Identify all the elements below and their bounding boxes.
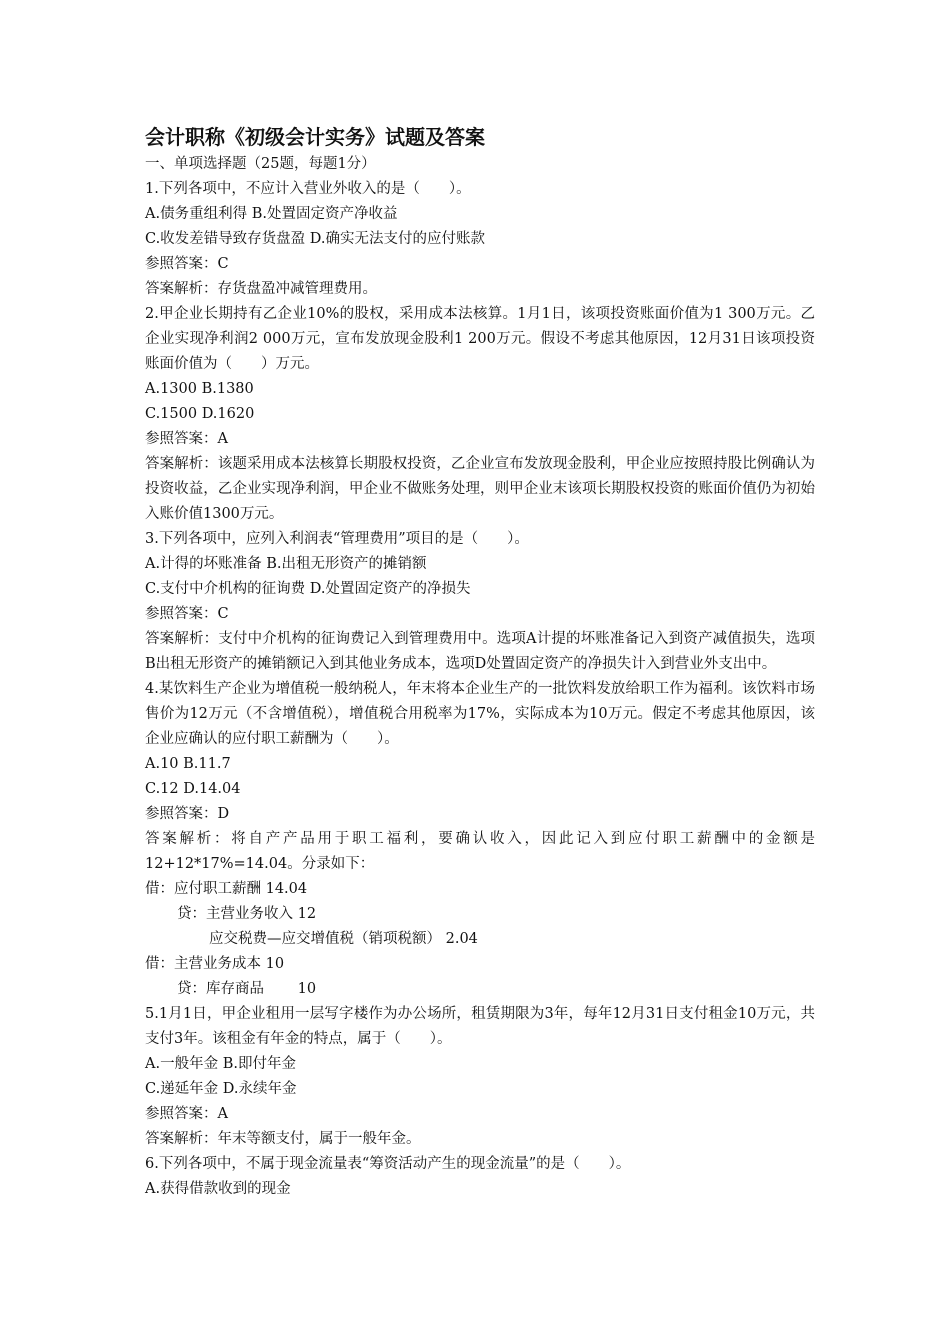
question-4-analysis: 答案解析：将自产产品用于职工福利，要确认收入，因此记入到应付职工薪酬中的金额是12+12*17%=14.04。分录如下：: [145, 831, 815, 872]
question-3-stem: 3.下列各项中，应列入利润表“管理费用”项目的是（ ）。: [145, 531, 529, 547]
question-5-answer: 参照答案：A: [145, 1106, 228, 1122]
question-3-answer: 参照答案：C: [145, 606, 229, 622]
question-2-analysis: 答案解析：该题采用成本法核算长期股权投资，乙企业宣布发放现金股利，甲企业应按照持股比例确认为投资收益，乙企业实现净利润，甲企业不做账务处理，则甲企业末该项长期股权投资的账面价值仍为初始入账价值1300万元。: [145, 456, 815, 522]
question-5-options-ab: A.一般年金 B.即付年金: [145, 1056, 296, 1072]
journal-entry-debit-2: 借：主营业务成本 10: [145, 956, 285, 972]
question-1-answer: 参照答案：C: [145, 256, 229, 272]
document-page: [145, 122, 815, 1202]
question-5-analysis: 答案解析：年末等额支付，属于一般年金。: [145, 1131, 421, 1147]
question-4-answer: 参照答案：D: [145, 806, 230, 822]
journal-entry-credit-1: 贷：主营业务收入 12: [177, 906, 317, 922]
question-5-options-cd: C.递延年金 D.永续年金: [145, 1081, 297, 1097]
question-3-options-ab: A.计得的坏账准备 B.出租无形资产的摊销额: [145, 556, 427, 572]
question-4-options-cd: C.12 D.14.04: [145, 781, 241, 797]
journal-entry-credit-2: 应交税费—应交增值税（销项税额） 2.04: [209, 931, 478, 947]
question-2-options-cd: C.1500 D.1620: [145, 406, 255, 422]
question-5-stem: 5.1月1日，甲企业租用一层写字楼作为办公场所，租赁期限为3年，每年12月31日支付租金10万元，共支付3年。该租金有年金的特点，属于（ ）。: [145, 1006, 815, 1047]
journal-entry-debit-1: 借：应付职工薪酬 14.04: [145, 881, 308, 897]
question-1-analysis: 答案解析：存货盘盈冲减管理费用。: [145, 281, 377, 297]
journal-entry-credit-3: 贷：库存商品 10: [177, 981, 317, 997]
question-4-stem: 4.某饮料生产企业为增值税一般纳税人，年末将本企业生产的一批饮料发放给职工作为福利。该饮料市场售价为12万元（不含增值税），增值税合用税率为17%，实际成本为10万元。假定不考虑其他原因，该企业应确认的应付职工薪酬为（ ）。: [145, 681, 815, 747]
document-title: 会计职称《初级会计实务》试题及答案: [145, 125, 485, 149]
question-6-stem: 6.下列各项中，不属于现金流量表“筹资活动产生的现金流量”的是（ ）。: [145, 1156, 631, 1172]
question-2-answer: 参照答案：A: [145, 431, 228, 447]
question-6-option-a: A.获得借款收到的现金: [145, 1181, 291, 1197]
section-heading: 一、单项选择题（25题，每题1分）: [145, 156, 376, 172]
question-2-stem: 2.甲企业长期持有乙企业10%的股权，采用成本法核算。1月1日，该项投资账面价值为1 300万元。乙企业实现净利润2 000万元，宣布发放现金股利1 200万元。假设不考虑其他原因，12月31日该项投资账面价值为（ ）万元。: [145, 306, 815, 372]
question-2-options-ab: A.1300 B.1380: [145, 381, 254, 397]
question-3-analysis: 答案解析：支付中介机构的征询费记入到管理费用中。选项A计提的坏账准备记入到资产减值损失，选项B出租无形资产的摊销额记入到其他业务成本，选项D处置固定资产的净损失计入到营业外支出中。: [145, 631, 815, 672]
question-3-options-cd: C.支付中介机构的征询费 D.处置固定资产的净损失: [145, 581, 471, 597]
question-4-options-ab: A.10 B.11.7: [145, 756, 231, 772]
question-1-options-cd: C.收发差错导致存货盘盈 D.确实无法支付的应付账款: [145, 231, 486, 247]
question-1-options-ab: A.债务重组利得 B.处置固定资产净收益: [145, 206, 398, 222]
question-1-stem: 1.下列各项中，不应计入营业外收入的是（ ）。: [145, 181, 471, 197]
